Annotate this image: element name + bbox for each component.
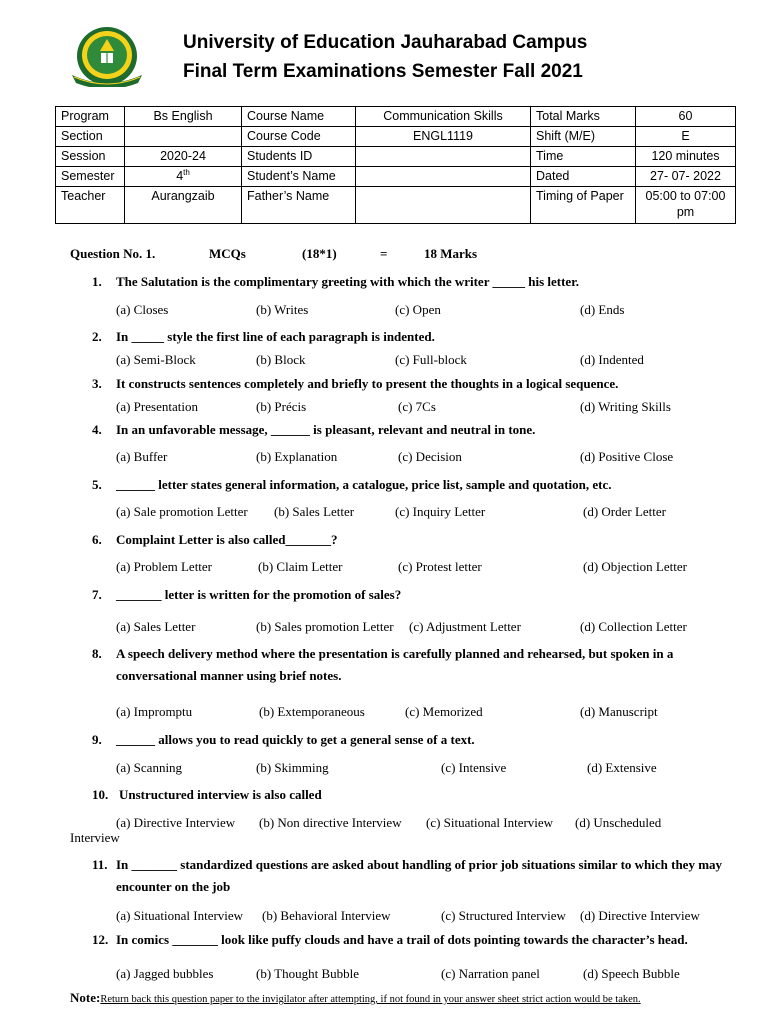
option-d[interactable]: (d) Collection Letter [580,619,687,634]
value-section[interactable] [125,127,242,147]
option-b[interactable]: (b) Thought Bubble [256,966,360,981]
note-label: Note: [70,990,101,1005]
table-row [56,127,736,147]
option-d[interactable]: (d) Extensive [587,760,657,775]
value-shift: E [636,127,736,147]
option-b[interactable]: (b) Block [256,352,306,367]
label-students-id: Students ID [242,147,356,167]
value-student-name[interactable] [356,167,531,187]
question-number: 12. [92,932,109,947]
option-b[interactable]: (b) Extemporaneous [259,704,365,719]
question-number: 9. [92,732,102,747]
exam-title: Final Term Examinations Semester Fall 2021 [183,61,583,82]
option-d[interactable]: (d) Unscheduled [575,815,662,830]
option-a[interactable]: (a) Scanning [116,760,183,775]
option-d[interactable]: (d) Writing Skills [580,399,671,414]
option-c[interactable]: (c) Adjustment Letter [409,619,521,634]
question-number: 11. [92,857,108,872]
question-number: 8. [92,646,102,661]
option-c[interactable]: (c) Structured Interview [441,908,566,923]
value-semester: 4th [125,167,242,187]
university-title: University of Education Jauharabad Campus [183,32,588,53]
option-d[interactable]: (d) Directive Interview [580,908,700,923]
question-number: 7. [92,587,102,602]
value-timing: 05:00 to 07:00 pm [636,187,736,224]
label-shift: Shift (M/E) [531,127,636,147]
option-c[interactable]: (c) Narration panel [441,966,540,981]
value-students-id[interactable] [356,147,531,167]
option-a[interactable]: (a) Problem Letter [116,559,213,574]
option-d[interactable]: (d) Objection Letter [583,559,687,574]
question-type: MCQs [209,246,246,261]
question-text: Unstructured interview is also called [119,787,322,802]
label-timing: Timing of Paper [531,187,636,224]
question-number: 3. [92,376,102,391]
question-number: 6. [92,532,102,547]
exam-info-table [55,106,736,224]
value-time: 120 minutes [636,147,736,167]
option-b[interactable]: (b) Sales promotion Letter [256,619,394,634]
value-course-name: Communication Skills [356,107,531,127]
question-text: Complaint Letter is also called_______? [116,532,338,547]
question-text: In an unfavorable message, ______ is pleasant, relevant and neutral in tone. [116,422,536,437]
option-d[interactable]: (d) Order Letter [583,504,667,519]
option-b[interactable]: (b) Explanation [256,449,338,464]
option-c[interactable]: (c) Protest letter [398,559,482,574]
label-section: Section [56,127,125,147]
footer-note [70,990,641,1006]
label-program: Program [56,107,125,127]
option-a[interactable]: (a) Presentation [116,399,198,414]
option-c[interactable]: (c) Memorized [405,704,483,719]
option-a[interactable]: (a) Semi-Block [116,352,196,367]
option-b[interactable]: (b) Non directive Interview [259,815,402,830]
option-b[interactable]: (b) Claim Letter [258,559,343,574]
label-course-name: Course Name [242,107,356,127]
label-dated: Dated [531,167,636,187]
option-d[interactable]: (d) Positive Close [580,449,674,464]
note-text: Return back this question paper to the invigilator after attempting, if not found in your answer sheet strict action would be taken. [100,994,641,1005]
value-program: Bs English [125,107,242,127]
question-formula: (18*1) [302,246,337,261]
option-b[interactable]: (b) Writes [256,302,309,317]
question-marks: 18 Marks [424,246,478,261]
header-titles [183,28,587,86]
option-c[interactable]: (c) Open [395,302,441,317]
question-text: In comics _______ look like puffy clouds and have a trail of dots pointing towards the character’s head. [116,932,688,947]
question-number: 5. [92,477,102,492]
question-number: 2. [92,329,102,344]
question-text: A speech delivery method where the presentation is carefully planned and rehearsed, but spoken in a conversational manner using brief notes. [116,646,674,683]
table-row [56,147,736,167]
option-a[interactable]: (a) Closes [116,302,169,317]
option-a[interactable]: (a) Sales Letter [116,619,196,634]
question-equals: = [380,246,388,261]
option-c[interactable]: (c) Full-block [395,352,467,367]
label-total-marks: Total Marks [531,107,636,127]
value-father-name[interactable] [356,187,531,224]
option-c[interactable]: (c) Situational Interview [426,815,554,830]
option-c[interactable]: (c) Inquiry Letter [395,504,486,519]
label-student-name: Student’s Name [242,167,356,187]
table-row [56,187,736,224]
label-course-code: Course Code [242,127,356,147]
value-total-marks: 60 [636,107,736,127]
question-text: ______ letter states general information, a catalogue, price list, sample and quotation, etc. [116,477,612,492]
question-text: In _______ standardized questions are asked about handling of prior job situations similar to which they may encounter on the job [116,857,723,894]
question-number: 4. [92,422,102,437]
option-c[interactable]: (c) 7Cs [398,399,436,414]
option-d[interactable]: (d) Indented [580,352,644,367]
question-text: It constructs sentences completely and briefly to present the thoughts in a logical sequence. [116,376,619,391]
option-b[interactable]: (b) Précis [256,399,307,414]
option-d[interactable]: (d) Ends [580,302,625,317]
option-d[interactable]: (d) Speech Bubble [583,966,680,981]
value-session: 2020-24 [125,147,242,167]
question-text: ______ allows you to read quickly to get a general sense of a text. [116,732,475,747]
option-a[interactable]: (a) Situational Interview [116,908,244,923]
option-a[interactable]: (a) Buffer [116,449,168,464]
value-teacher: Aurangzaib [125,187,242,224]
question-text: In _____ style the first line of each paragraph is indented. [116,329,435,344]
question-text: _______ letter is written for the promotion of sales? [116,587,402,602]
option-d[interactable]: (d) Manuscript [580,704,658,719]
option-a[interactable]: (a) Impromptu [116,704,193,719]
option-b[interactable]: (b) Behavioral Interview [262,908,391,923]
university-logo [68,25,146,87]
label-time: Time [531,147,636,167]
label-session: Session [56,147,125,167]
value-course-code: ENGL1119 [356,127,531,147]
label-father-name: Father’s Name [242,187,356,224]
label-teacher: Teacher [56,187,125,224]
table-row [56,167,736,187]
option-a[interactable]: (a) Jagged bubbles [116,966,214,981]
option-a[interactable]: (a) Directive Interview [116,815,236,830]
question-text: The Salutation is the complimentary greeting with which the writer _____ his letter. [116,274,580,289]
question-number: 10. [92,787,109,802]
option-c[interactable]: (c) Intensive [441,760,507,775]
value-dated: 27- 07- 2022 [636,167,736,187]
option-b[interactable]: (b) Sales Letter [274,504,355,519]
option-a[interactable]: (a) Sale promotion Letter [116,504,248,519]
question-number: 1. [92,274,102,289]
option-c[interactable]: (c) Decision [398,449,462,464]
semester-suffix: th [183,167,190,177]
option-d-continuation: Interview [70,830,120,845]
question-label: Question No. 1. [70,246,156,261]
label-semester: Semester [56,167,125,187]
option-b[interactable]: (b) Skimming [256,760,329,775]
table-row [56,107,736,127]
